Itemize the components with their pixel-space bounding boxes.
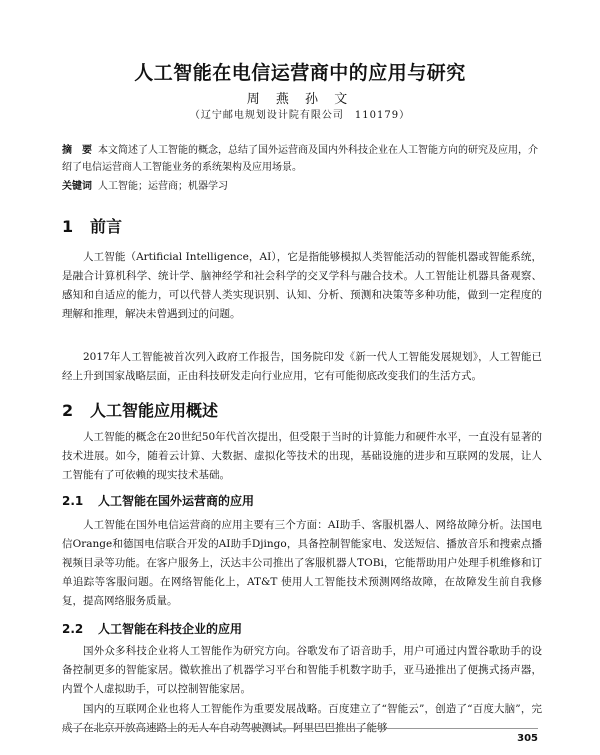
paragraph-6: 国内的互联网企业也将人工智能作为重要发展战略。百度建立了“智能云”，创造了“百度大脑”，完成了在北京开放高速路上的无人车自动驾驶测试。阿里巴巴推出了能够 xyxy=(62,703,542,734)
abstract xyxy=(62,142,542,176)
section-heading-1 xyxy=(62,214,122,237)
footer-rule xyxy=(62,728,538,729)
keywords-label: 关键词 xyxy=(62,181,92,192)
paper-title: 人工智能在电信运营商中的应用与研究 xyxy=(134,62,466,84)
subsection-heading-2-1 xyxy=(62,492,254,509)
paragraph-3: 人工智能的概念在20世纪50年代首次提出，但受限于当时的计算能力和硬件水平，一直没有显著的技术进展。如今，随着云计算、大数据、虚拟化等技术的出现，基础设施的进步和互联网的发展，让人工智能有了可依赖的现实技术基础。 xyxy=(62,431,542,481)
section-title: 前言 xyxy=(90,217,123,236)
keywords xyxy=(62,178,542,195)
abstract-text: 本文简述了人工智能的概念，总结了国外运营商及国内外科技企业在人工智能方向的研究及应用，介绍了电信运营商人工智能业务的系统架构及应用场景。 xyxy=(62,145,538,173)
subsection-number: 2.2 xyxy=(62,622,84,636)
section-heading-2 xyxy=(62,398,218,421)
paragraph-1: 人工智能（Artificial Intelligence，AI），它是指能够模拟人类智能活动的智能机器或智能系统，是融合计算机科学、统计学、脑神经学和社会科学的交叉学科与融合技术。人工智能让机器具备观察、感知和自适应的能力，可以代替人类实现识别、认知、分析、预测和决策等多种功能，做到一定程度的理解和推理，解决未曾遇到过的问题。 xyxy=(62,251,542,320)
abstract-label: 摘 要 xyxy=(62,145,92,156)
section-number: 1 xyxy=(62,217,74,236)
keywords-text: 人工智能；运营商；机器学习 xyxy=(98,181,228,192)
authors: 周 燕 孙 文 xyxy=(246,92,354,107)
section-title: 人工智能应用概述 xyxy=(90,401,219,420)
paragraph-4: 人工智能在国外电信运营商的应用主要有三个方面：AI助手、客服机器人、网络故障分析。法国电信Orange和德国电信联合开发的AI助手Djingo，具备控制智能家电、发送短信、播放音乐和搜索点播视频目录等功能。在客户服务上，沃达丰公司推出了客服机器人TOBi，它能帮助用户处理手机维修和订单追踪等客服问题。在网络智能化上，AT&T 使用人工智能技术预测网络故障，在故障发生前自我修复，提高网络服务质量。 xyxy=(62,519,542,607)
paragraph-2: 2017年人工智能被首次列入政府工作报告，国务院印发《新一代人工智能发展规划》，人工智能已经上升到国家战略层面，正由科技研发走向行业应用，它有可能彻底改变我们的生活方式。 xyxy=(62,351,542,382)
paragraph-5: 国外众多科技企业将人工智能作为研究方向。谷歌发布了语音助手，用户可通过内置谷歌助手的设备控制更多的智能家居。微软推出了机器学习平台和智能手机数字助手，亚马逊推出了便携式扬声器，内置个人虚拟助手，可以控制智能家居。 xyxy=(62,645,542,695)
subsection-heading-2-2 xyxy=(62,620,242,637)
subsection-title: 人工智能在国外运营商的应用 xyxy=(98,494,255,508)
page-number: 305 xyxy=(517,733,538,744)
subsection-title: 人工智能在科技企业的应用 xyxy=(98,622,243,636)
section-number: 2 xyxy=(62,401,74,420)
affiliation: （辽宁邮电规划设计院有限公司 110179） xyxy=(189,110,411,121)
subsection-number: 2.1 xyxy=(62,494,84,508)
